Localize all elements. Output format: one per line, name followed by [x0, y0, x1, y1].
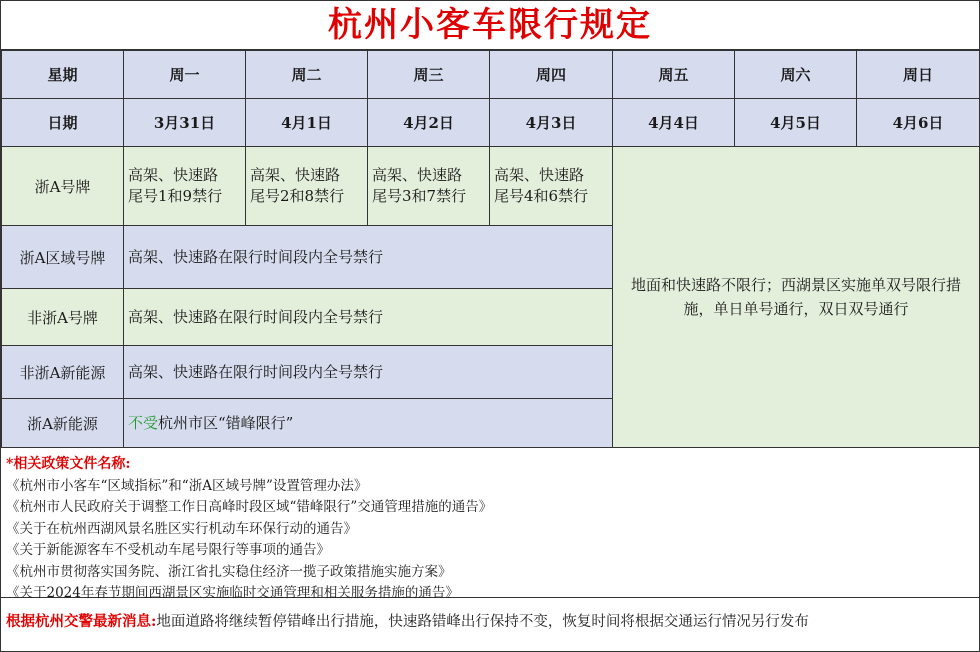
- zhe-a-cell-wed: 高架、快速路 尾号3和7禁行: [368, 147, 490, 226]
- zhe-a-ev-label: 浙A新能源: [2, 399, 124, 448]
- zhe-a-area-label: 浙A区域号牌: [2, 226, 124, 289]
- policy-doc-item: 《关于在杭州西湖风景名胜区实行机动车环保行动的通告》: [6, 520, 357, 537]
- policy-documents: [1, 448, 979, 601]
- page-title: 杭州小客车限行规定: [1, 1, 979, 50]
- date-sun: 4月6日: [857, 99, 980, 147]
- weekday-mon: 周一: [124, 51, 246, 99]
- zhe-a-area-text: 高架、快速路在限行时间段内全号禁行: [124, 226, 613, 289]
- date-sat: 4月5日: [735, 99, 857, 147]
- weekday-wed: 周三: [368, 51, 490, 99]
- date-fri: 4月4日: [613, 99, 735, 147]
- weekday-sun: 周日: [857, 51, 980, 99]
- zhe-a-row: [2, 147, 980, 226]
- weekday-sat: 周六: [735, 51, 857, 99]
- zhe-a-cell-tue: 高架、快速路 尾号2和8禁行: [246, 147, 368, 226]
- weekday-header-label: 星期: [2, 51, 124, 99]
- non-zhe-a-ev-text: 高架、快速路在限行时间段内全号禁行: [124, 346, 613, 399]
- weekend-note-cell: 地面和快速路不限行；西湖景区实施单双号限行措 施，单日单号通行，双日双号通行: [613, 147, 980, 448]
- weekday-fri: 周五: [613, 51, 735, 99]
- latest-news-text: 地面道路将继续暂停错峰出行措施，快速路错峰出行保持不变，恢复时间将根据交通运行情况另行发布: [156, 614, 809, 630]
- policy-doc-item: 《杭州市小客车“区域指标”和“浙A区域号牌”设置管理办法》: [6, 477, 368, 494]
- zhe-a-cell-thu: 高架、快速路 尾号4和6禁行: [490, 147, 613, 226]
- date-row: [2, 99, 980, 147]
- zhe-a-ev-text: 不受杭州市区“错峰限行”: [124, 399, 613, 448]
- date-thu: 4月3日: [490, 99, 613, 147]
- restriction-table: [1, 50, 980, 448]
- policy-doc-item: 《杭州市人民政府关于调整工作日高峰时段区域“错峰限行”交通管理措施的通告》: [6, 499, 493, 515]
- date-tue: 4月1日: [246, 99, 368, 147]
- date-wed: 4月2日: [368, 99, 490, 147]
- date-mon: 3月31日: [124, 99, 246, 147]
- weekday-thu: 周四: [490, 51, 613, 99]
- exempt-highlight: 不受: [128, 413, 159, 432]
- zhe-a-label: 浙A号牌: [2, 147, 124, 226]
- policy-heading: *相关政策文件名称:: [6, 456, 131, 472]
- zhe-a-cell-mon: 高架、快速路 尾号1和9禁行: [124, 147, 246, 226]
- latest-news-footer: [1, 598, 979, 646]
- non-zhe-a-ev-label: 非浙A新能源: [2, 346, 124, 399]
- policy-doc-item: 《关于2024年春节期间西湖景区实施临时交通管理和相关服务措施的通告》: [6, 585, 459, 601]
- non-zhe-a-label: 非浙A号牌: [2, 289, 124, 346]
- policy-doc-item: 《杭州市贯彻落实国务院、浙江省扎实稳住经济一揽子政策措施实施方案》: [6, 563, 452, 580]
- weekday-row: [2, 51, 980, 99]
- latest-news-heading: 根据杭州交警最新消息:: [6, 613, 157, 630]
- non-zhe-a-text: 高架、快速路在限行时间段内全号禁行: [124, 289, 613, 346]
- weekday-tue: 周二: [246, 51, 368, 99]
- policy-doc-item: 《关于新能源客车不受机动车尾号限行等事项的通告》: [6, 542, 330, 558]
- date-header-label: 日期: [2, 99, 124, 147]
